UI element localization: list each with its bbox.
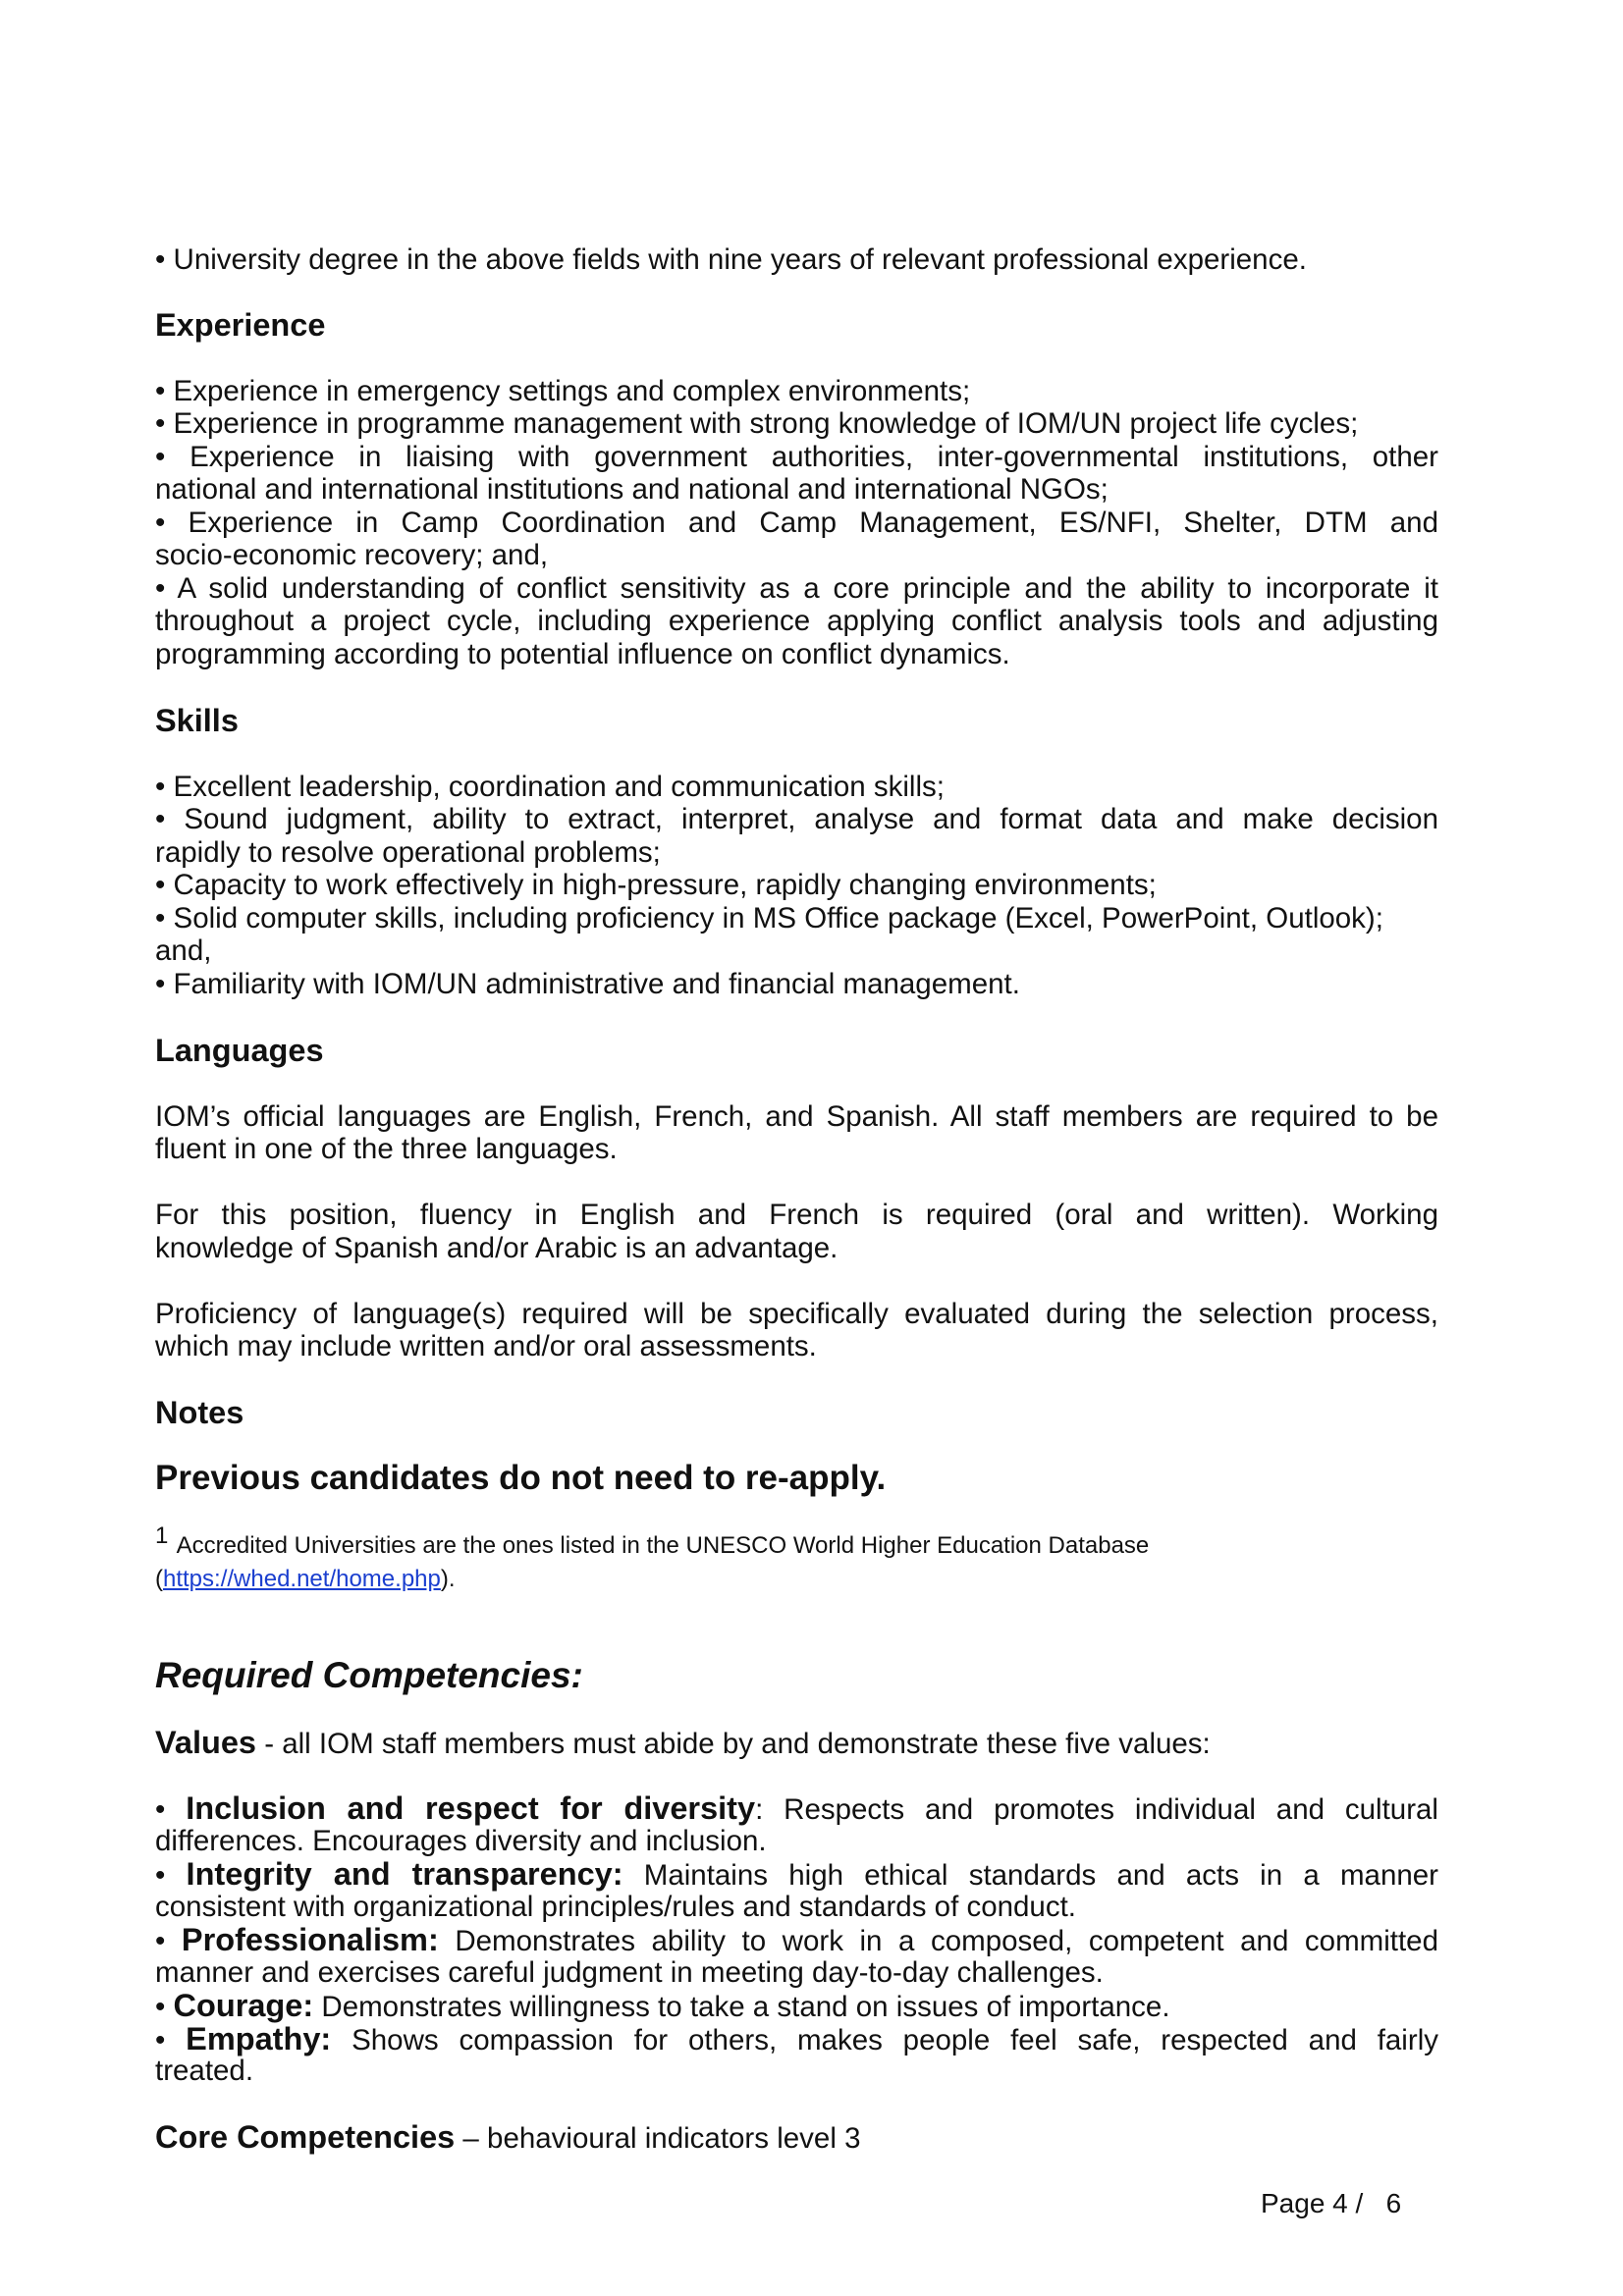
values-intro: Values - all IOM staff members must abide by and demonstrate these five values: [155, 1725, 1211, 1760]
experience-bullet: • Experience in liaising with government authorities, inter-governmental institutions, other [155, 441, 1438, 473]
experience-heading: Experience [155, 307, 326, 343]
footnote-marker: 1 [155, 1522, 169, 1549]
experience-bullet: • Experience in Camp Coordination and Camp Management, ES/NFI, Shelter, DTM and [155, 507, 1438, 539]
experience-bullet: • Experience in emergency settings and complex environments; [155, 375, 971, 407]
experience-bullet-cont: socio-economic recovery; and, [155, 539, 549, 571]
experience-bullet: • Experience in programme management with strong knowledge of IOM/UN project life cycles; [155, 407, 1359, 440]
value-label: Courage: [173, 1988, 314, 2023]
core-competencies-heading: Core Competencies – behavioural indicators level 3 [155, 2119, 861, 2155]
skills-bullet: • Familiarity with IOM/UN administrative and financial management. [155, 968, 1020, 1000]
languages-paragraph-cont: which may include written and/or oral assessments. [155, 1330, 817, 1362]
value-item: • Integrity and transparency: Maintains high ethical standards and acts in a manner [155, 1856, 1438, 1892]
skills-bullet-cont: and, [155, 934, 212, 967]
skills-heading: Skills [155, 703, 239, 738]
value-item-cont: differences. Encourages diversity and inclusion. [155, 1825, 767, 1857]
skills-bullet: • Solid computer skills, including proficiency in MS Office package (Excel, PowerPoint, Outlook); [155, 902, 1383, 934]
skills-bullet: • Excellent leadership, coordination and communication skills; [155, 771, 945, 803]
experience-bullet-cont: throughout a project cycle, including experience applying conflict analysis tools and adjusting [155, 605, 1438, 637]
value-item-cont: treated. [155, 2055, 254, 2087]
languages-paragraph-cont: fluent in one of the three languages. [155, 1133, 618, 1165]
notes-heading: Notes [155, 1395, 244, 1430]
value-item-cont: consistent with organizational principles/rules and standards of conduct. [155, 1891, 1076, 1923]
experience-bullet-cont: national and international institutions and national and international NGOs; [155, 473, 1109, 506]
languages-heading: Languages [155, 1033, 324, 1068]
page-number: Page 4 / 6 [1261, 2188, 1402, 2218]
footnote [155, 1522, 1438, 1563]
value-item-cont: manner and exercises careful judgment in meeting day-to-day challenges. [155, 1956, 1104, 1989]
skills-bullet: • Sound judgment, ability to extract, interpret, analyse and format data and make decision [155, 803, 1438, 835]
footnote-text: Accredited Universities are the ones listed in the UNESCO World Higher Education Database [176, 1532, 1150, 1559]
notes-statement: Previous candidates do not need to re-apply. [155, 1459, 887, 1497]
values-label: Values [155, 1725, 256, 1760]
languages-paragraph: IOM’s official languages are English, French, and Spanish. All staff members are required to be [155, 1100, 1438, 1133]
value-item: • Professionalism: Demonstrates ability to work in a composed, competent and committed [155, 1922, 1438, 1957]
footnote-link[interactable]: https://whed.net/home.php [163, 1566, 441, 1592]
languages-paragraph: For this position, fluency in English and French is required (oral and written). Working [155, 1199, 1438, 1231]
value-label: Integrity and transparency: [186, 1856, 623, 1892]
core-label: Core Competencies [155, 2119, 456, 2155]
value-label: Professionalism: [181, 1922, 439, 1957]
experience-bullet-cont: programming according to potential influence on conflict dynamics. [155, 638, 1010, 670]
value-item: • Empathy: Shows compassion for others, makes people feel safe, respected and fairly [155, 2021, 1438, 2056]
value-item: • Courage: Demonstrates willingness to take a stand on issues of importance. [155, 1988, 1170, 2023]
experience-bullet: • A solid understanding of conflict sensitivity as a core principle and the ability to incorporate it [155, 572, 1438, 605]
value-item: • Inclusion and respect for diversity: Respects and promotes individual and cultural [155, 1790, 1438, 1826]
languages-paragraph: Proficiency of language(s) required will be specifically evaluated during the selection process, [155, 1298, 1438, 1330]
languages-paragraph-cont: knowledge of Spanish and/or Arabic is an advantage. [155, 1232, 839, 1264]
value-label: Empathy: [186, 2021, 332, 2056]
education-bullet: • University degree in the above fields with nine years of relevant professional experience. [155, 243, 1307, 276]
footnote-link-line: (https://whed.net/home.php). [155, 1566, 456, 1592]
value-label: Inclusion and respect for diversity [186, 1790, 756, 1826]
skills-bullet-cont: rapidly to resolve operational problems; [155, 836, 661, 869]
skills-bullet: • Capacity to work effectively in high-pressure, rapidly changing environments; [155, 869, 1157, 901]
competencies-title: Required Competencies: [155, 1655, 583, 1695]
